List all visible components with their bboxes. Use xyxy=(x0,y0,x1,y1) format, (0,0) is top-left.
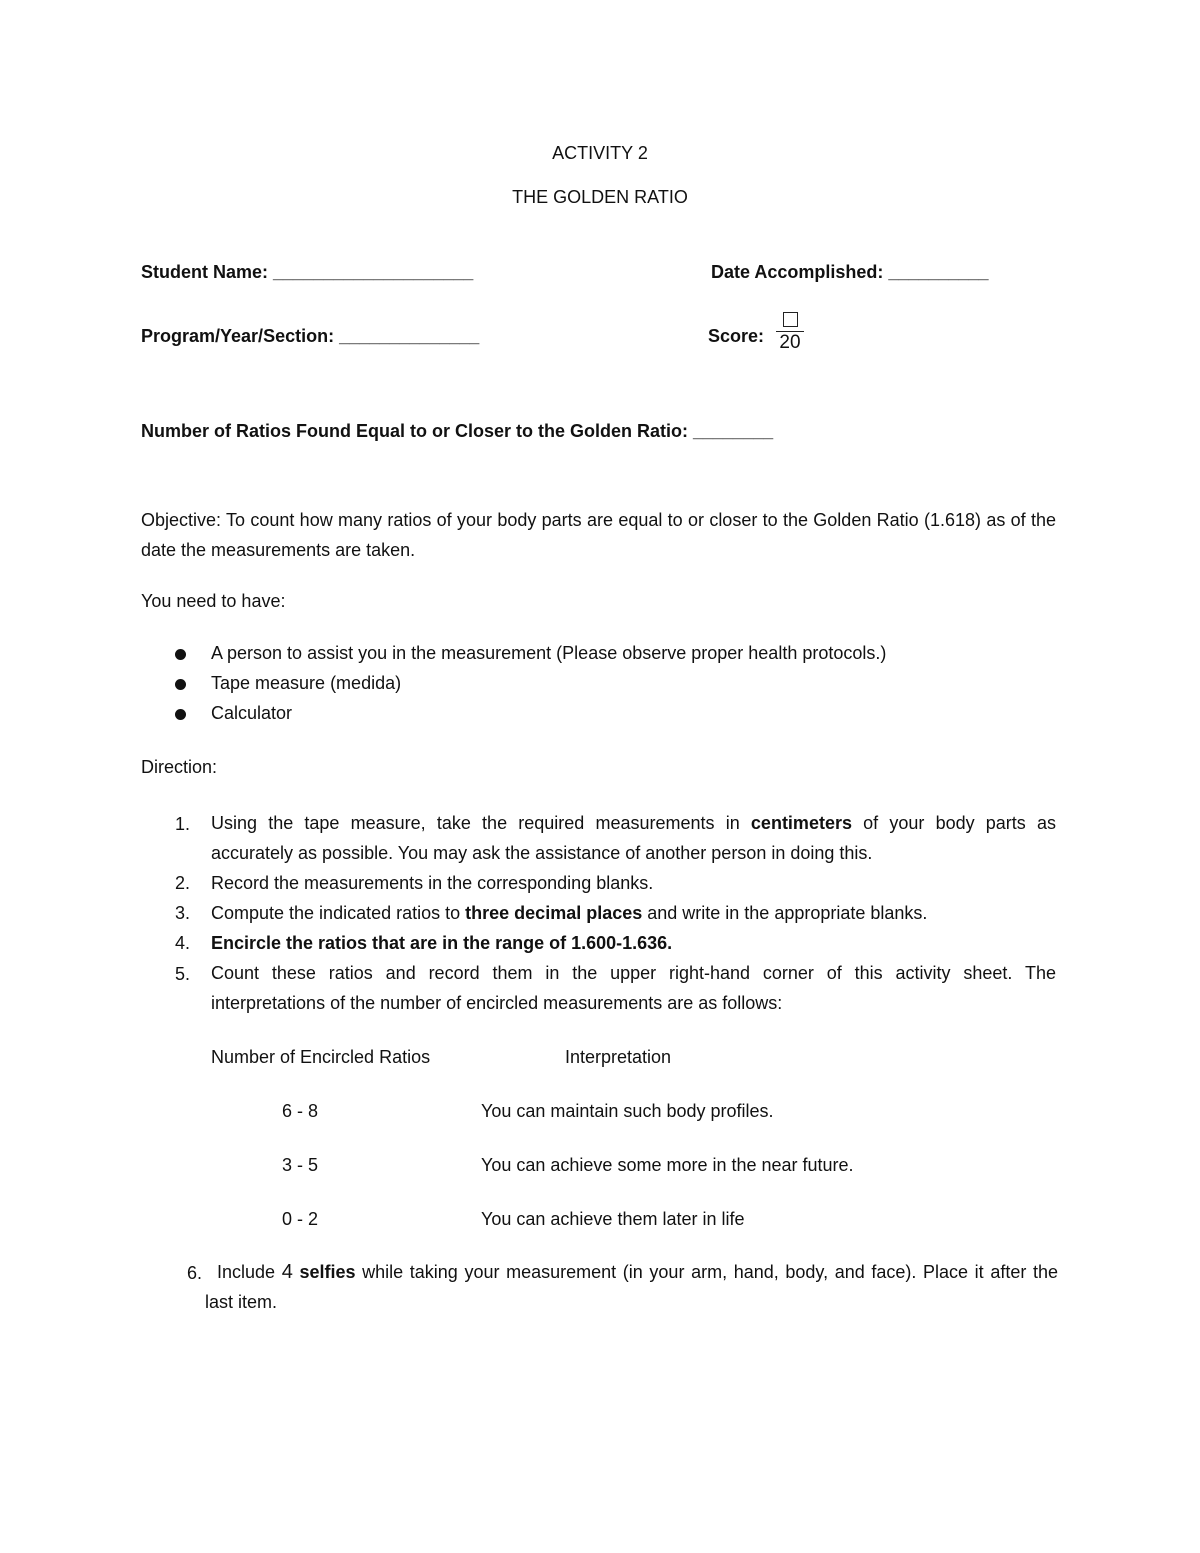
needs-item: A person to assist you in the measurement (Please observe proper health protocols.) xyxy=(211,643,887,663)
score-fraction[interactable] xyxy=(776,312,804,354)
score-numerator-box[interactable] xyxy=(783,312,798,327)
program-label: Program/Year/Section: xyxy=(141,326,335,346)
objective-paragraph: Objective: To count how many ratios of your body parts are equal to or closer to the Golden Ratio (1.618) as of the date the measurements are taken. xyxy=(141,510,1056,560)
needs-item: Calculator xyxy=(211,703,293,723)
step-number: 1. xyxy=(175,814,191,834)
table-row-range: 0 - 2 xyxy=(282,1209,319,1229)
ratios-count-field[interactable] xyxy=(141,421,773,443)
emphasis-selfies: selfies xyxy=(299,1262,356,1282)
program-blank[interactable]: ______________ xyxy=(339,326,480,346)
step-number: 4. xyxy=(175,933,191,953)
step-2-text: Record the measurements in the corresponding blanks. xyxy=(211,873,654,893)
student-name-field[interactable] xyxy=(141,262,473,284)
bullet-icon xyxy=(175,649,186,660)
score-label: Score: xyxy=(708,326,765,346)
table-row-meaning: You can achieve some more in the near future. xyxy=(481,1155,854,1175)
step-6-text: Include 4 selfies while taking your measurement (in your arm, hand, body, and face). Place it after the last item. xyxy=(205,1261,1058,1312)
student-name-blank[interactable]: ____________________ xyxy=(273,262,474,282)
bullet-icon xyxy=(175,709,186,720)
score-denominator: 20 xyxy=(779,332,801,353)
table-header-interpretation: Interpretation xyxy=(565,1047,672,1067)
program-year-section-field[interactable] xyxy=(141,326,479,348)
page-title: THE GOLDEN RATIO xyxy=(512,187,688,207)
step-number: 6. xyxy=(187,1263,203,1283)
step-number: 5. xyxy=(175,964,191,984)
needs-item: Tape measure (medida) xyxy=(211,673,402,693)
table-row-meaning: You can maintain such body profiles. xyxy=(481,1101,774,1121)
direction-heading: Direction: xyxy=(141,757,218,777)
step-3-text: Compute the indicated ratios to three decimal places and write in the appropriate blanks. xyxy=(211,903,928,923)
bullet-icon xyxy=(175,679,186,690)
step-number: 3. xyxy=(175,903,191,923)
step-4-text: Encircle the ratios that are in the range of 1.600-1.636. xyxy=(211,933,673,953)
emphasis-centimeters: centimeters xyxy=(750,813,852,833)
step-1-text: Using the tape measure, take the required measurements in centimeters of your body parts as accurately as possible. You may ask the assistance of another person in doing this. xyxy=(211,813,1056,863)
step-number: 2. xyxy=(175,873,191,893)
needs-heading: You need to have: xyxy=(141,591,286,611)
ratios-count-blank[interactable]: ________ xyxy=(693,421,774,441)
table-row-range: 6 - 8 xyxy=(282,1101,319,1121)
table-row-range: 3 - 5 xyxy=(282,1155,319,1175)
date-accomplished-field[interactable] xyxy=(711,262,989,284)
student-name-label: Student Name: xyxy=(141,262,269,282)
emphasis-decimal-places: three decimal places xyxy=(465,903,643,923)
step-5-text: Count these ratios and record them in the upper right-hand corner of this activity sheet. The interpretations of the number of encircled measurements are as follows: xyxy=(211,963,1056,1013)
date-accomplished-label: Date Accomplished: xyxy=(711,262,884,282)
table-header-count: Number of Encircled Ratios xyxy=(211,1047,431,1067)
table-row-meaning: You can achieve them later in life xyxy=(481,1209,745,1229)
activity-number: ACTIVITY 2 xyxy=(552,143,648,163)
selfie-count: 4 xyxy=(281,1261,293,1283)
ratios-count-label: Number of Ratios Found Equal to or Closer to the Golden Ratio: xyxy=(141,421,688,441)
date-accomplished-blank[interactable]: __________ xyxy=(888,262,989,282)
